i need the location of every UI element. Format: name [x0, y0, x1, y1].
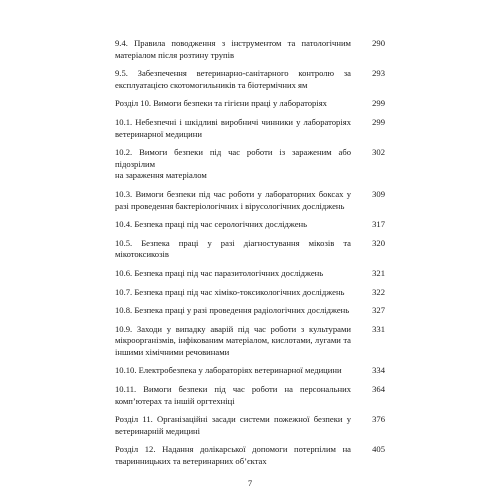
toc-entry-page-number: 290 — [372, 38, 385, 48]
toc-entry-title-line: матеріалом після розтину трупів — [115, 49, 235, 60]
toc-entry-title-line: 10.11. Вимоги безпеки під час роботи на персональних — [115, 384, 351, 395]
toc-entry-title-line: 10.2. Вимоги безпеки під час роботи із зараженим або підозрілим — [115, 147, 351, 169]
toc-entry — [115, 365, 385, 377]
toc-entry-title-line: 9.4. Правила поводження з інструментом та патологічним — [115, 38, 351, 48]
toc-entry-page-number: 322 — [372, 286, 385, 297]
toc-entry-title-line: Розділ 10. Вимоги безпеки та гігієни праці у лабораторіях — [115, 98, 327, 109]
toc-entry — [115, 38, 385, 61]
toc-entry-title-line: ветеринарній медицині — [115, 425, 201, 436]
toc-entry-title-line: 10.7. Безпека праці під час хіміко-токсикологічних досліджень — [115, 286, 345, 297]
toc-entry-title-line: 9.5. Забезпечення ветеринарно-санітарного контролю за — [115, 68, 351, 79]
toc-entry — [115, 444, 385, 467]
toc-entry — [115, 189, 385, 212]
toc-entry-page-number: 302 — [372, 147, 385, 158]
toc-entry-title-line: 10.8. Безпека праці у разі проведення радіологічних досліджень — [115, 305, 350, 316]
toc-entry-title-line: 10.5. Безпека праці у разі діагностування мікозів та — [115, 237, 351, 248]
toc-entry-title-line: Розділ 12. Надання долікарської допомоги потерпілим на — [115, 444, 351, 455]
toc-entry — [115, 98, 385, 110]
page-number: 7 — [247, 478, 253, 488]
table-of-contents — [115, 38, 385, 475]
toc-entry-page-number: 334 — [372, 365, 385, 376]
toc-entry-title-line: 10.9. Заходи у випадку аварій під час роботи з культурами — [115, 323, 351, 334]
toc-entry-page-number: 309 — [372, 188, 385, 199]
toc-entry — [115, 147, 385, 182]
toc-entry — [115, 268, 385, 280]
toc-entry-page-number: 299 — [372, 116, 385, 127]
toc-entry-page-number: 320 — [372, 237, 385, 248]
toc-entry-title-line: іншими хімічними речовинами — [115, 346, 230, 357]
toc-entry — [115, 324, 385, 359]
toc-entry-title-line: разі проведення бактеріологічних і вірусологічних досліджень — [115, 200, 345, 211]
toc-entry-title-line: Розділ 11. Організаційні засади системи пожежної безпеки у — [115, 414, 351, 425]
toc-entry-page-number: 293 — [372, 68, 385, 79]
toc-entry-title-line: мікотоксикозів — [115, 249, 169, 260]
toc-entry-page-number: 327 — [372, 305, 385, 316]
toc-entry — [115, 219, 385, 231]
toc-entry-page-number: 321 — [372, 267, 385, 278]
toc-entry-title-line: 10.6. Безпека праці під час паразитологічних досліджень — [115, 267, 324, 278]
toc-entry-page-number: 331 — [372, 323, 385, 334]
toc-entry-title-line: ветеринарної медицини — [115, 128, 202, 139]
toc-entry-title-line: 10.4. Безпека праці під час серологічних досліджень — [115, 219, 308, 230]
toc-entry-title-line: 10.3. Вимоги безпеки під час роботи у лабораторних боксах у — [115, 188, 351, 199]
toc-entry-page-number: 376 — [372, 414, 385, 425]
toc-entry-title-line: комп’ютерах та іншій оргтехніці — [115, 395, 235, 406]
toc-entry-title-line: на зараження матеріалом — [115, 170, 207, 181]
toc-entry — [115, 287, 385, 299]
toc-entry — [115, 238, 385, 261]
toc-entry — [115, 414, 385, 437]
toc-entry-page-number: 405 — [372, 444, 385, 455]
toc-entry-page-number: 317 — [372, 219, 385, 230]
toc-entry — [115, 384, 385, 407]
toc-entry-page-number: 364 — [372, 384, 385, 395]
toc-entry-page-number: 299 — [372, 98, 385, 109]
toc-entry-title-line: експлуатацією скотомогильників та біотермічних ям — [115, 79, 308, 90]
toc-entry-title-line: мікроорганізмів, інфікованим матеріалом, кислотами, лугами та — [115, 335, 351, 346]
toc-entry-title-line: 10.10. Електробезпека у лабораторіях ветеринарної медицини — [115, 365, 342, 376]
toc-entry — [115, 117, 385, 140]
toc-entry-title-line: тваринницьких та ветеринарних об’єктах — [115, 456, 267, 467]
toc-entry — [115, 68, 385, 91]
toc-entry — [115, 305, 385, 317]
toc-entry-title-line: 10.1. Небезпечні і шкідливі виробничі чинники у лабораторіях — [115, 116, 351, 127]
